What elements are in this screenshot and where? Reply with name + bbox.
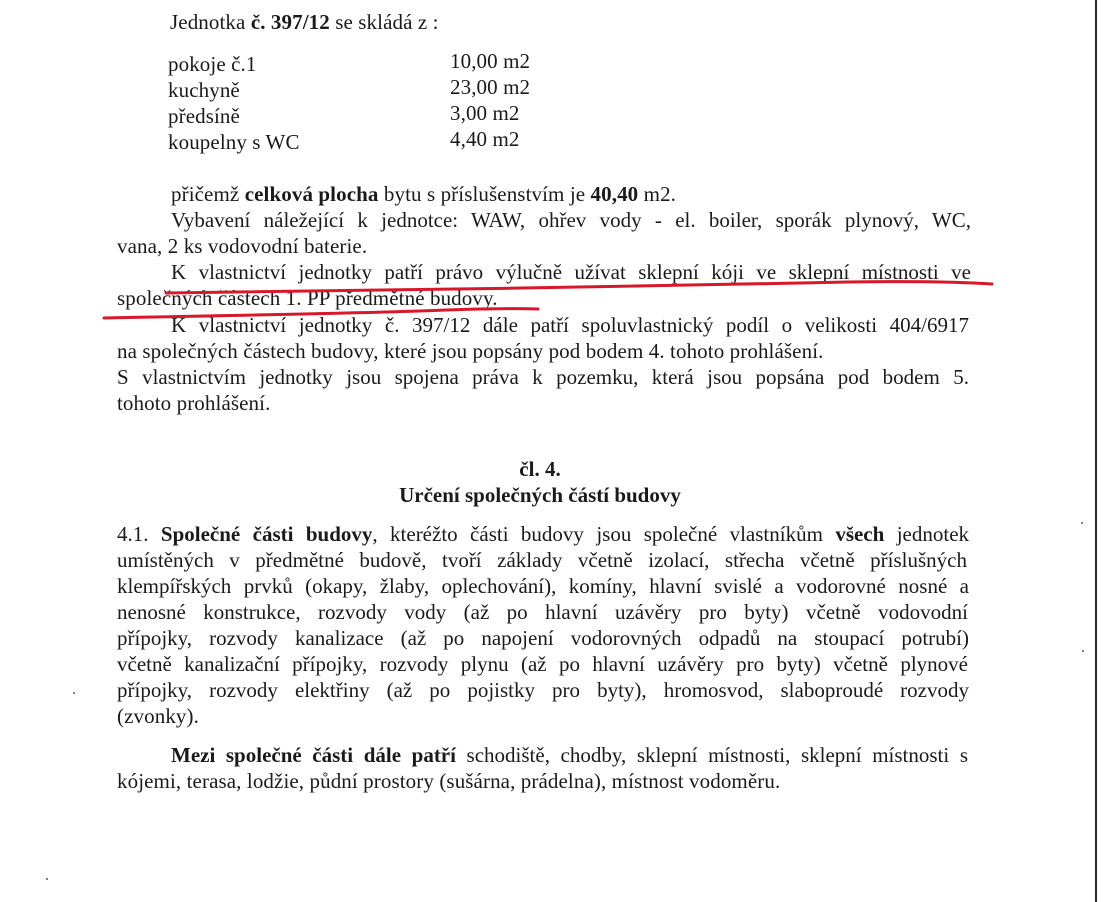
para-4-1-line: přípojky, rozvody elektřiny (až po pojistky pro byty), hromosvod, slaboproudé rozvody <box>117 678 969 702</box>
land-rights-line-2: tohoto prohlášení. <box>117 391 271 415</box>
room-name: koupelny s WC <box>168 130 300 154</box>
para-4-1-line: umístěných v předmětné budově, tvoří základy včetně izolací, střecha včetně příslušných <box>117 548 967 572</box>
equipment-line-2: vana, 2 ks vodovodní baterie. <box>117 234 368 258</box>
room-area: 3,00 m2 <box>450 101 520 125</box>
room-name: předsíně <box>168 104 240 128</box>
unit-header: Jednotka č. 397/12 se skládá z : <box>170 10 439 34</box>
room-area: 23,00 m2 <box>450 75 531 99</box>
room-area: 10,00 m2 <box>450 49 531 73</box>
section-title: Určení společných částí budovy <box>399 483 681 507</box>
para-4-1-line: včetně kanalizační přípojky, rozvody plynu (až po hlavní uzávěry pro byty) včetně plynové <box>117 652 968 676</box>
para-4-1-line: přípojky, rozvody kanalizace (až po napojení vodorovných odpadů na stoupací potrubí) <box>117 626 969 650</box>
para-4-1-line: nenosné konstrukce, rozvody vody (až po hlavní uzávěry pro byty) včetně vodovodní <box>117 600 968 624</box>
para-4-1-line: klempířských prvků (okapy, žlaby, oplechování), komíny, hlavní svislé a vodorovné nosné a <box>117 574 969 598</box>
room-name: kuchyně <box>168 78 240 102</box>
scan-speck <box>73 692 75 694</box>
scan-speck <box>46 878 48 880</box>
section-number: čl. 4. <box>519 457 561 481</box>
cellar-rights-line-2: společných částech 1. PP předmětné budovy. <box>117 286 498 310</box>
land-rights-line-1: S vlastnictvím jednotky jsou spojena práva k pozemku, která jsou popsána pod bodem 5. <box>117 365 969 389</box>
scan-speck <box>1082 650 1084 652</box>
room-area: 4,40 m2 <box>450 127 520 151</box>
scan-speck <box>1081 522 1083 524</box>
share-line-1: K vlastnictví jednotky č. 397/12 dále patří spoluvlastnický podíl o velikosti 404/6917 <box>171 313 969 337</box>
scan-edge-line <box>1095 0 1097 902</box>
room-name: pokoje č.1 <box>168 52 257 76</box>
para-4-1-line: (zvonky). <box>117 704 199 728</box>
share-line-2: na společných částech budovy, které jsou popsány pod bodem 4. tohoto prohlášení. <box>117 339 824 363</box>
total-area-line: přičemž celková plocha bytu s příslušenstvím je 40,40 m2. <box>171 182 677 206</box>
para-4-1-line-1: 4.1. Společné části budovy, kteréžto části budovy jsou společné vlastníkům všech jednotek <box>117 522 970 546</box>
common-parts-line-2: kójemi, terasa, lodžie, půdní prostory (sušárna, prádelna), místnost vodoměru. <box>117 769 781 793</box>
common-parts-line-1: Mezi společné části dále patří schodiště, chodby, sklepní místnosti, sklepní místnosti s <box>171 743 968 767</box>
equipment-line-1: Vybavení náležející k jednotce: WAW, ohřev vody - el. boiler, sporák plynový, WC, <box>171 208 971 232</box>
cellar-rights-line-1: K vlastnictví jednotky patří právo výlučně užívat sklepní kóji ve sklepní místnosti ve <box>171 260 971 284</box>
